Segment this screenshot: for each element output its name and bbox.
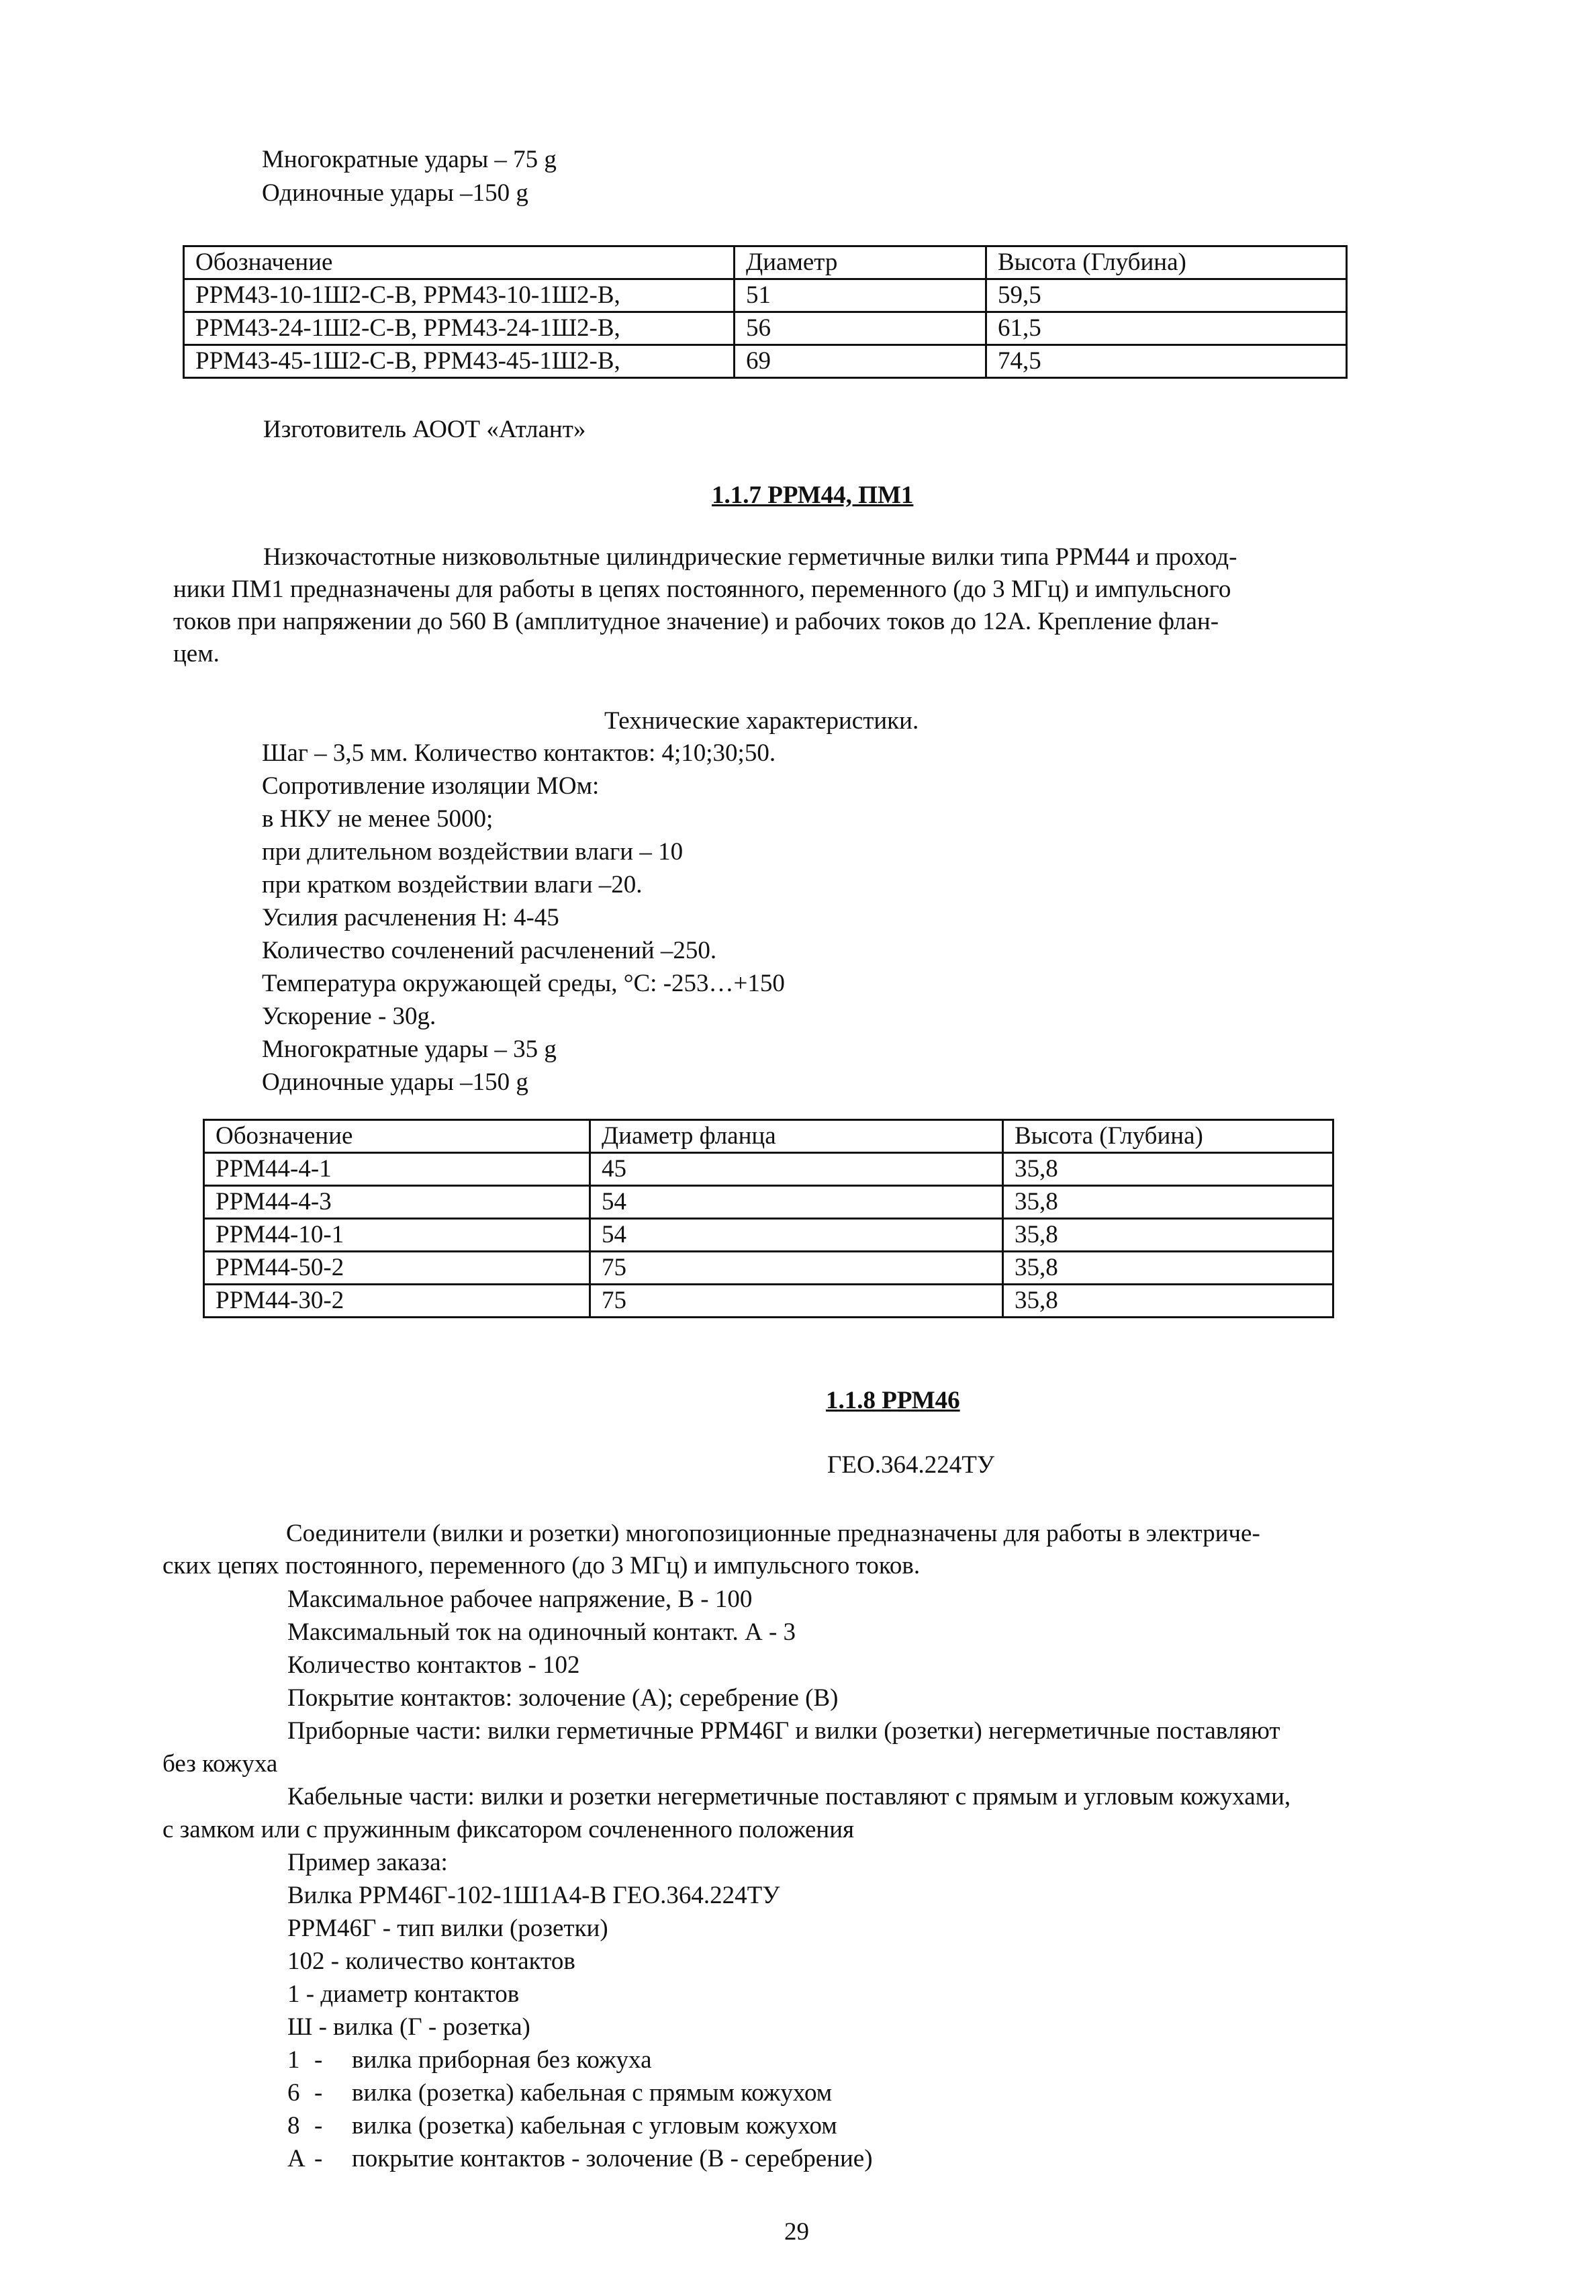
code-dash: -	[314, 2079, 323, 2107]
spec-line: Покрытие контактов: золочение (А); серебрение (В)	[287, 1684, 839, 1712]
spec-line: Многократные удары – 35 g	[262, 1036, 557, 1063]
code-dash: -	[314, 2112, 323, 2140]
order-example-code: Вилка РРМ46Г-102-1Ш1А4-В ГЕО.364.224ТУ	[287, 1882, 780, 1909]
multi-shocks-line: Многократные удары – 75 g	[262, 146, 557, 173]
spec-line: Усилия расчленения Н: 4-45	[262, 904, 559, 931]
table-cell: 54	[590, 1219, 1003, 1252]
table-cell: 35,8	[1003, 1285, 1333, 1318]
table-header-row	[184, 246, 1347, 279]
spec-line: Шаг – 3,5 мм. Количество контактов: 4;10;30;50.	[262, 739, 776, 767]
table-cell: РРМ43-10-1Ш2-С-В, РРМ43-10-1Ш2-В,	[184, 279, 735, 312]
single-shocks-line: Одиночные удары –150 g	[262, 179, 528, 207]
order-item: 102 - количество контактов	[287, 1947, 575, 1975]
paragraph-line: Соединители (вилки и розетки) многопозиционные предназначены для работы в электриче-	[286, 1520, 1260, 1547]
table-row	[184, 345, 1347, 378]
table-cell: 56	[735, 312, 986, 345]
table-cell: 69	[735, 345, 986, 378]
table-row	[204, 1186, 1333, 1219]
table-row	[204, 1252, 1333, 1285]
code-key: 8	[287, 2112, 300, 2140]
order-item: РРМ46Г - тип вилки (розетки)	[287, 1915, 608, 1942]
table-cell: РРМ44-4-1	[204, 1153, 590, 1186]
code-description: вилка (розетка) кабельная с прямым кожухом	[352, 2079, 833, 2107]
table-header-cell: Высота (Глубина)	[1003, 1120, 1333, 1153]
rrm43-dimensions-table	[183, 245, 1348, 379]
spec-line: в НКУ не менее 5000;	[262, 805, 494, 833]
table-cell: 35,8	[1003, 1153, 1333, 1186]
paragraph-line: ники ПМ1 предназначены для работы в цепях постоянного, переменного (до 3 МГц) и импульсного	[173, 576, 1231, 603]
order-item: 1 - диаметр контактов	[287, 1980, 520, 2008]
code-dash: -	[314, 2046, 323, 2074]
table-cell: 35,8	[1003, 1186, 1333, 1219]
spec-line: при кратком воздействии влаги –20.	[262, 871, 643, 899]
spec-line: Максимальный ток на одиночный контакт. А - 3	[287, 1618, 796, 1646]
table-cell: 51	[735, 279, 986, 312]
spec-line: Температура окружающей среды, °С: -253…+150	[262, 970, 785, 997]
spec-line: Сопротивление изоляции МОм:	[262, 772, 600, 800]
code-dash: -	[314, 2145, 323, 2172]
table-row	[204, 1219, 1333, 1252]
table-cell: 54	[590, 1186, 1003, 1219]
table-header-cell: Диаметр	[735, 246, 986, 279]
spec-line: Количество сочленений расчленений –250.	[262, 937, 717, 964]
table-header-cell: Обозначение	[184, 246, 735, 279]
section-heading-117: 1.1.7 РРМ44, ПМ1	[712, 481, 914, 509]
table-header-cell: Диаметр фланца	[590, 1120, 1003, 1153]
spec-line: при длительном воздействии влаги – 10	[262, 838, 684, 866]
code-row	[287, 2077, 832, 2109]
table-cell: РРМ44-30-2	[204, 1285, 590, 1318]
table-cell: 74,5	[986, 345, 1347, 378]
table-cell: 61,5	[986, 312, 1347, 345]
table-cell: 59,5	[986, 279, 1347, 312]
tech-specs-title: Технические характеристики.	[604, 707, 919, 735]
table-cell: 45	[590, 1153, 1003, 1186]
spec-line: Ускорение - 30g.	[262, 1003, 436, 1030]
table-cell: РРМ44-10-1	[204, 1219, 590, 1252]
spec-line: Количество контактов - 102	[287, 1651, 580, 1679]
spec-line: Максимальное рабочее напряжение, В - 100	[287, 1586, 753, 1613]
rrm44-dimensions-table	[203, 1119, 1334, 1318]
manufacturer-line: Изготовитель АООТ «Атлант»	[263, 416, 586, 443]
section-118-paragraph	[162, 1518, 1426, 1582]
table-cell: РРМ44-50-2	[204, 1252, 590, 1285]
instrument-parts-line: Приборные части: вилки герметичные РРМ46Г и вилки (розетки) негерметичные поставляют	[287, 1717, 1280, 1745]
spec-line: Одиночные удары –150 g	[262, 1068, 528, 1096]
table-row	[184, 279, 1347, 312]
paragraph-line: токов при напряжении до 560 В (амплитудное значение) и рабочих токов до 12А. Крепление флан-	[173, 608, 1219, 635]
cable-parts-line-cont: с замком или с пружинным фиксатором сочлененного положения	[162, 1816, 855, 1843]
table-row	[204, 1153, 1333, 1186]
order-example-title: Пример заказа:	[287, 1849, 448, 1876]
table-cell: 35,8	[1003, 1219, 1333, 1252]
code-description: вилка (розетка) кабельная с угловым кожухом	[352, 2112, 837, 2140]
code-row	[287, 2143, 873, 2175]
code-key: А	[287, 2145, 306, 2172]
table-header-cell: Высота (Глубина)	[986, 246, 1347, 279]
cable-parts-line: Кабельные части: вилки и розетки негерметичные поставляют с прямым и угловым кожухами,	[287, 1783, 1291, 1810]
code-description: вилка приборная без кожуха	[352, 2046, 652, 2074]
order-item: Ш - вилка (Г - розетка)	[287, 2013, 530, 2041]
paragraph-line: Низкочастотные низковольтные цилиндрические герметичные вилки типа РРМ44 и проход-	[263, 543, 1237, 571]
paragraph-line: цем.	[173, 640, 220, 668]
table-header-cell: Обозначение	[204, 1120, 590, 1153]
table-row	[184, 312, 1347, 345]
code-key: 6	[287, 2079, 300, 2107]
table-cell: 75	[590, 1285, 1003, 1318]
table-cell: РРМ43-45-1Ш2-С-В, РРМ43-45-1Ш2-В,	[184, 345, 735, 378]
table-cell: РРМ44-4-3	[204, 1186, 590, 1219]
page-number: 29	[784, 2218, 809, 2246]
paragraph-line: ских цепях постоянного, переменного (до 3 МГц) и импульсного токов.	[162, 1552, 921, 1579]
table-cell: 35,8	[1003, 1252, 1333, 1285]
section-117-paragraph	[173, 541, 1378, 670]
section-heading-118: 1.1.8 РРМ46	[826, 1387, 960, 1414]
table-row	[204, 1285, 1333, 1318]
table-cell: 75	[590, 1252, 1003, 1285]
table-cell: РРМ43-24-1Ш2-С-В, РРМ43-24-1Ш2-В,	[184, 312, 735, 345]
table-header-row	[204, 1120, 1333, 1153]
instrument-parts-line-cont: без кожуха	[162, 1750, 278, 1778]
code-description: покрытие контактов - золочение (В - серебрение)	[352, 2145, 873, 2172]
standard-reference: ГЕО.364.224ТУ	[827, 1451, 995, 1479]
code-key: 1	[287, 2046, 300, 2074]
code-row	[287, 2110, 837, 2142]
code-row	[287, 2044, 652, 2076]
